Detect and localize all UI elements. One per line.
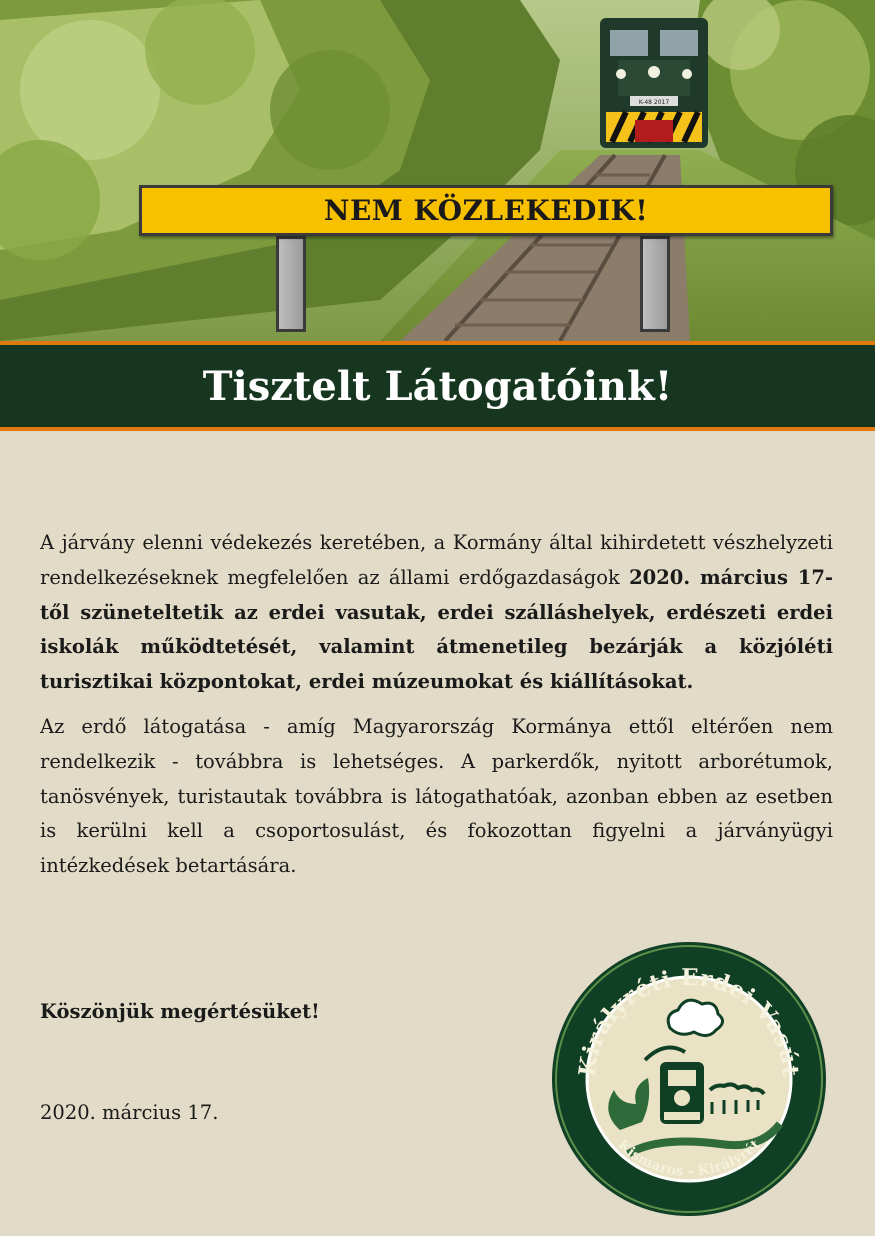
thanks-text: Köszönjük megértésüket! [40,1000,320,1023]
notice-body [40,526,833,894]
service-suspended-sign [139,185,833,236]
logo-top-text: Királyréti Erdei Vasút [573,963,805,1079]
sign-post-right [640,236,670,332]
notice-paragraph-1 [40,526,833,700]
locomotive-plate: K-48 2017 [638,99,670,106]
notice-paragraph-2: Az erdő látogatása - amíg Magyarország Kormánya ettől eltérően nem rendelkezik - továbbra is lehetséges. A parkerdők, nyitott arborétumok, tanösvények, turistautak továbbra is látogathatóak, azonban ebben az esetben is kerülni kell a csoportosulást, és fokozottan figyelni a járványügyi intézkedések betartására. [40,714,833,878]
logo-bottom-text: Kismaros - Királyrét [614,1136,764,1180]
forest-railway-illustration [0,0,875,341]
notice-paragraph-1-lead: A járvány elenni védekezés keretében, a Kormány által kihirdetett vészhelyzeti rendelkezéseknek megfelelően az állami erdőgazdaságok [40,531,833,589]
notice-date: 2020. március 17. [40,1101,219,1124]
title-banner [0,341,875,431]
sign-text: NEM KÖZLEKEDIK! [323,194,649,227]
hero-photo [0,0,875,341]
notice-paragraph-1-bold: 2020. március 17-től szüneteltetik az erdei vasutak, erdei szálláshelyek, erdészeti erdei iskolák működtetését, valamint átmenetileg bezárják a közjóléti turisztikai központokat, erdei múzeumokat és kiállításokat. [40,565,833,694]
railway-logo [550,940,828,1218]
page-title: Tisztelt Látogatóink! [202,362,673,410]
sign-post-left [276,236,306,332]
locomotive [600,18,708,148]
